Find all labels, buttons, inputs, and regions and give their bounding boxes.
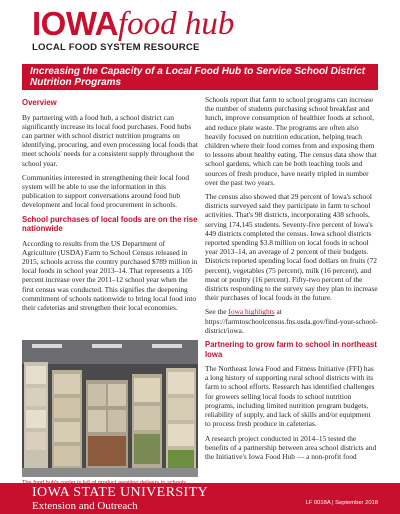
extension-outreach: Extension and Outreach <box>32 500 138 512</box>
overview-paragraph-2: Communities interested in strengthening their local food system will be able to use the information in this publication to support conversations around food hub development and local food procurement in schools. <box>22 172 190 210</box>
highlights-text-after: at https://farmtoschoolcensus.fns.usda.gov/find-your-school-district/iowa. <box>205 307 378 335</box>
logo-food-hub-text: food hub <box>118 6 235 42</box>
university-name: IOWA STATE UNIVERSITY <box>32 485 209 500</box>
overview-paragraph-1: By partnering with a food hub, a school district can significantly increase its local food purchases. Food hubs can partner with school district nutrition programs on identifying, procuring, and even processing local foods that meet schools' needs for a consistent supply throughout the school year. <box>22 112 198 168</box>
logo-subtitle: LOCAL FOOD SYSTEM RESOURCE <box>32 42 200 53</box>
publication-info: LF 0018A | September 2018 <box>305 500 378 506</box>
footer <box>0 483 400 514</box>
right-paragraph-3 <box>205 307 378 335</box>
title-banner <box>22 64 378 90</box>
right-paragraph-1: Schools report that farm to school programs can increase the number of students purchasing school breakfast and lunch, improve consumption of healthier foods at school, and reduce plate waste. The programs are often also heavily focused on nutrition education, helping teach children where their food comes from and exposing them to lessons about healthy eating. The census data show that school gardens, which can be both teaching tools and sources of fresh produce, have nearly tripled in number over the past two years. <box>205 95 377 187</box>
iowa-highlights-link[interactable]: Iowa highlights <box>228 307 275 317</box>
right-paragraph-2: The census also showed that 29 percent of Iowa's school districts surveyed said they participate in farm to school activities. That's 98 districts, incorporating 438 schools, serving 174,145 students. Seventy-five percent of Iowa's 449 districts completed the census. Iowa school districts reported spending $3.8 million on local foods in school year 2013–14, an average of 2 percent of their budgets. Districts reported spending local food dollars on fruits (72 percent), vegetables (75 percent), milk (16 percent), and meat or poultry (16 percent). Fifty-two percent of the districts responding to the survey say they plan to increase their purchases of local foods in the future. <box>205 192 378 303</box>
document-title: Increasing the Capacity of a Local Food Hub to Service School District Nutrition Programs <box>30 66 366 88</box>
header <box>0 0 400 64</box>
right-paragraph-4: The Northeast Iowa Food and Fitness Initiative (FFI) has a long history of supporting rural school districts with its farm to school efforts. Research has identified challenges for growers selling local foods to school nutrition programs, including limited nutrition program budgets, reliability of supply, and lack of skills and/or equipment to process fresh produce in cafeterias. <box>205 364 375 429</box>
highlights-text-before: See the <box>205 307 229 317</box>
logo-iowa-text: IOWA <box>32 5 118 42</box>
purchases-heading: School purchases of local foods are on the rise nationwide <box>22 214 198 234</box>
left-column <box>22 95 198 317</box>
right-column <box>205 95 378 466</box>
food-hub-cooler-photo <box>22 340 198 477</box>
overview-heading: Overview <box>22 98 57 107</box>
purchases-paragraph: According to results from the US Department of Agriculture (USDA) Farm to School Census released in 2015, schools across the country purchased $789 million in local foods in school year 2013–14. That represents a 105 percent increase over the 2011–12 school year when the first census was conducted. This signifies the deepening commitment of schools nationwide to bring local food into their cafeterias and strengthen their local economies. <box>22 238 198 312</box>
right-paragraph-5: A research project conducted in 2014–15 tested the benefits of a partnership between area school districts and the Initiative's Iowa Food Hub — a non-profit food <box>205 433 377 461</box>
partnering-heading: Partnering to grow farm to school in northeast Iowa <box>205 340 377 359</box>
